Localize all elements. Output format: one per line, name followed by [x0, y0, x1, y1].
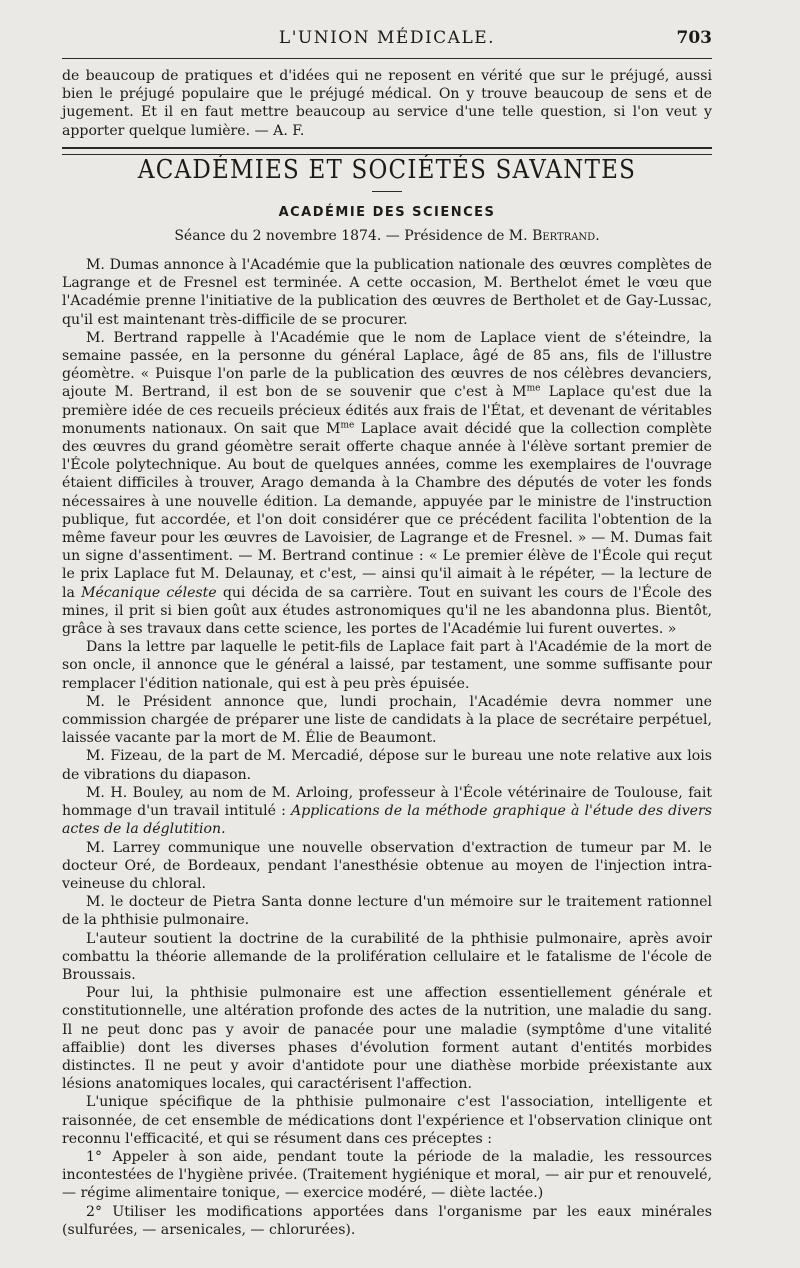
intro-text: de beaucoup de pratiques et d'idées qui ne reposent en vérité que sur le préjugé, aussi bien le préjugé populaire que le préjugé médical. On y trouve beaucoup de sens et de jugement. Et il en faut mettre beaucoup au service d'une telle question, si l'on veut y apporter quelque lumière. — A. F.: [62, 68, 712, 139]
journal-title: L'UNION MÉDICALE.: [278, 28, 496, 48]
paragraph-fizeau: M. Fizeau, de la part de M. Mercadié, dépose sur le bureau une note relative aux lois de vibrations du diapason.: [62, 748, 712, 783]
article-body: [62, 256, 712, 1239]
title-divider: [372, 191, 402, 192]
paragraph-bouley: M. H. Bouley, au nom de M. Arloing, professeur à l'École vétérinaire de Toulouse, fait hommage d'un travail intitulé : Applications de la méthode graphique à l'étude des divers actes de la déglutition.: [62, 784, 712, 838]
paragraph-bertrand: M. Bertrand rappelle à l'Académie que le nom de Laplace vient de s'éteindre, la semaine passée, en la personne du général Laplace, âgé de 85 ans, fils de l'illustre géomètre. « Puisque l'on parle de la publication des œuvres de nos célèbres devanciers, ajoute M. Bertrand, il est bon de se souvenir que c'est à $M^{me}$ Laplace qu'est due la première idée de ces recueils précieux édités aux frais de l'État, et devenant de véritables monuments nationaux. On sait que $M^{me}$ Laplace avait décidé que la collection complète des œuvres du grand géomètre serait offerte chaque année à l'élève sortant premier de l'École polytechnique. Au bout de quelques années, comme les exemplaires de l'ouvrage étaient difficiles à trouver, Arago demanda à la Chambre des députés de voter les fonds nécessaires à une nouvelle édition. La demande, appuyée par le ministre de l'instruction publique, fut accordée, et l'on doit considérer que ce précédent facilita l'obtention de la même faveur pour les œuvres de Lavoisier, de Lagrange et de Fresnel. » — M. Dumas fait un signe d'assentiment. — M. Bertrand continue : « Le premier élève de l'École qui reçut le prix Laplace fut M. Delaunay, et c'est, — ainsi qu'il aimait à le répéter, — la lecture de la Mécanique céleste qui décida de sa carrière. Tout en suivant les cours de l'École des mines, il prit si bien goût aux études astronomiques qu'il ne les abandonna plus. Bientôt, grâce à ses travaux dans cette science, les portes de l'Académie lui furent ouvertes. »: [62, 329, 712, 638]
page-number: 703: [676, 28, 712, 48]
running-head: [62, 28, 712, 54]
intro-paragraph: [62, 67, 712, 140]
paragraph-president: M. le Président annonce que, lundi prochain, l'Académie devra nommer une commission chargée de préparer une liste de candidats à la place de secrétaire perpétuel, laissée vacante par la mort de M. Élie de Beaumont.: [62, 693, 712, 747]
session-president: Bertrand.: [532, 228, 600, 244]
precept-1: 1° Appeler à son aide, pendant toute la période de la maladie, les ressources incontestées de l'hygiène privée. (Traitement hygiénique et moral, — air pur et renouvelé, — régime alimentaire tonique, — exercice modéré, — diète lactée.): [62, 1148, 712, 1202]
section-title: ACADÉMIES ET SOCIÉTÉS SAVANTES: [137, 155, 637, 185]
section-rule: [62, 147, 712, 155]
paragraph-laplace-letter: Dans la lettre par laquelle le petit-fils de Laplace fait part à l'Académie de la mort de son oncle, il annonce que le général a laissé, par testament, une somme suffisante pour remplacer l'édition nationale, qui est à peu près épuisée.: [62, 639, 712, 692]
section-subtitle: ACADÉMIE DES SCIENCES: [278, 205, 496, 220]
paragraph-curabilite: L'auteur soutient la doctrine de la curabilité de la phthisie pulmonaire, après avoir combattu la théorie allemande de la prolifération cellulaire et le fatalisme de l'école de Broussais.: [62, 930, 712, 983]
session-date: Séance du 2 novembre 1874. — Présidence de M.: [174, 228, 528, 244]
header-rule: [62, 58, 712, 59]
paragraph-pietra-santa: M. le docteur de Pietra Santa donne lecture d'un mémoire sur le traitement rationnel de la phthisie pulmonaire.: [62, 894, 712, 929]
paragraph-dumas: M. Dumas annonce à l'Académie que la publication nationale des œuvres complètes de Lagrange et de Fresnel est terminée. A cette occasion, M. Berthelot émet le vœu que l'Académie prenne l'initiative de la publication des œuvres de Bertholet et de Gay-Lussac, qu'il est maintenant très-difficile de se procurer.: [62, 257, 712, 328]
paragraph-specifique: L'unique spécifique de la phthisie pulmonaire c'est l'association, intelligente et raisonnée, de cet ensemble de médications dont l'expérience et l'observation clinique ont reconnu l'efficacité, et qui se résument dans ces préceptes :: [62, 1094, 712, 1147]
session-line: [62, 228, 712, 244]
paragraph-larrey: M. Larrey communique une nouvelle observation d'extraction de tumeur par M. le docteur Oré, de Bordeaux, pendant l'anesthésie obtenue au moyen de l'injection intra-veineuse du chloral.: [62, 839, 712, 892]
paragraph-affection: Pour lui, la phthisie pulmonaire est une affection essentiellement générale et constitutionnelle, une altération profonde des actes de la nutrition, une maladie du sang. Il ne peut donc pas y avoir de panacée pour une maladie (symptôme d'une vitalité affaiblie) dont les diverses phases d'évolution forment autant d'entités morbides distinctes. Il ne peut y avoir d'antidote pour une diathèse morbide préexistante aux lésions anatomiques locales, qui caractérisent l'affection.: [62, 985, 712, 1093]
precept-2: 2° Utiliser les modifications apportées dans l'organisme par les eaux minérales (sulfurées, — arsenicales, — chlorurées).: [62, 1203, 712, 1238]
